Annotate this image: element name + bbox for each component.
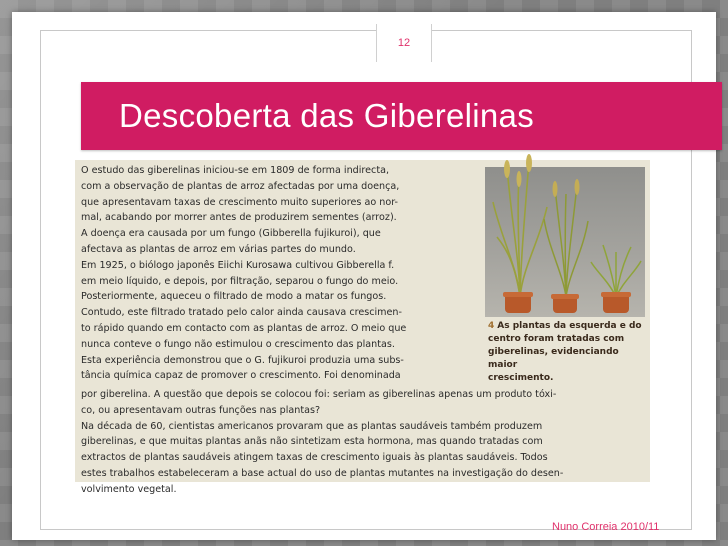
scanned-textbook-page — [75, 160, 650, 495]
text-line: to rápido quando em contacto com as plantas de arroz. O meio que — [81, 322, 407, 334]
tall-plant-center-image — [541, 179, 591, 297]
text-line: O estudo das giberelinas iniciou-se em 1809 de forma indirecta, — [81, 165, 390, 176]
photo-caption — [488, 320, 648, 385]
text-line: mal, acabando por morrer antes de produzirem sementes (arroz). — [81, 212, 397, 224]
pot-left — [505, 295, 531, 313]
caption-line: centro foram tratadas com — [488, 334, 625, 344]
scan-paragraph-1 — [81, 163, 501, 384]
text-line: que apresentavam taxas de crescimento muito superiores ao nor- — [81, 196, 398, 208]
title-bar — [81, 82, 722, 150]
slide-title: Descoberta das Giberelinas — [119, 97, 535, 134]
caption-line: giberelinas, evidenciando maior — [488, 347, 619, 370]
text-line: afectava as plantas de arroz em várias partes do mundo. — [81, 243, 356, 255]
text-line: Esta experiência demonstrou que o G. fujikuroi produzia uma subs- — [81, 354, 404, 366]
pot-center — [553, 297, 577, 313]
text-line: nunca conteve o fungo não estimulou o crescimento das plantas. — [81, 338, 395, 350]
caption-number: 4 — [488, 321, 495, 331]
text-line: em meio líquido, e depois, por filtração, separou o fungo do meio. — [81, 275, 399, 287]
footer-author: Nuno Correia 2010/11 — [552, 521, 660, 533]
text-line: co, ou apresentavam outras funções nas plantas? — [81, 404, 321, 416]
text-line: volvimento vegetal. — [81, 483, 177, 495]
text-line: estes trabalhos estabeleceram a base actual do uso de plantas mutantes na investigação do desen- — [81, 467, 564, 479]
slide-number-tab — [376, 24, 432, 62]
caption-line: As plantas da esquerda e do — [497, 321, 642, 331]
text-line: extractos de plantas saudáveis atingem taxas de crescimento iguais às plantas saudáveis. Todos — [81, 452, 548, 464]
text-line: A doença era causada por um fungo (Gibberella fujikuroi), que — [81, 228, 381, 240]
text-line: Contudo, este filtrado tratado pelo calor ainda causava crescimen- — [81, 307, 402, 319]
short-plant-right-image — [589, 227, 643, 297]
pot-right — [603, 295, 629, 313]
text-line: com a observação de plantas de arroz afectadas por uma doença, — [81, 180, 400, 192]
text-line: Em 1925, o biólogo japonês Eiichi Kurosawa cultivou Gibberella f. — [81, 259, 395, 271]
plants-photo — [485, 167, 645, 317]
text-line: giberelinas, e que muitas plantas anãs não sintetizam esta hormona, mas quando tratadas com — [81, 436, 543, 448]
text-line: por giberelina. A questão que depois se colocou foi: seriam as giberelinas apenas um produto tóxi- — [81, 389, 557, 400]
slide-number: 12 — [397, 37, 411, 49]
text-line: tância química capaz de promover o crescimento. Foi denominada — [81, 370, 401, 382]
caption-line: crescimento. — [488, 373, 554, 383]
text-line: Na década de 60, cientistas americanos provaram que as plantas saudáveis também produzem — [81, 420, 543, 432]
scan-paragraph-2 — [81, 387, 643, 498]
text-line: Posteriormente, aqueceu o filtrado de modo a matar os fungos. — [81, 291, 387, 303]
